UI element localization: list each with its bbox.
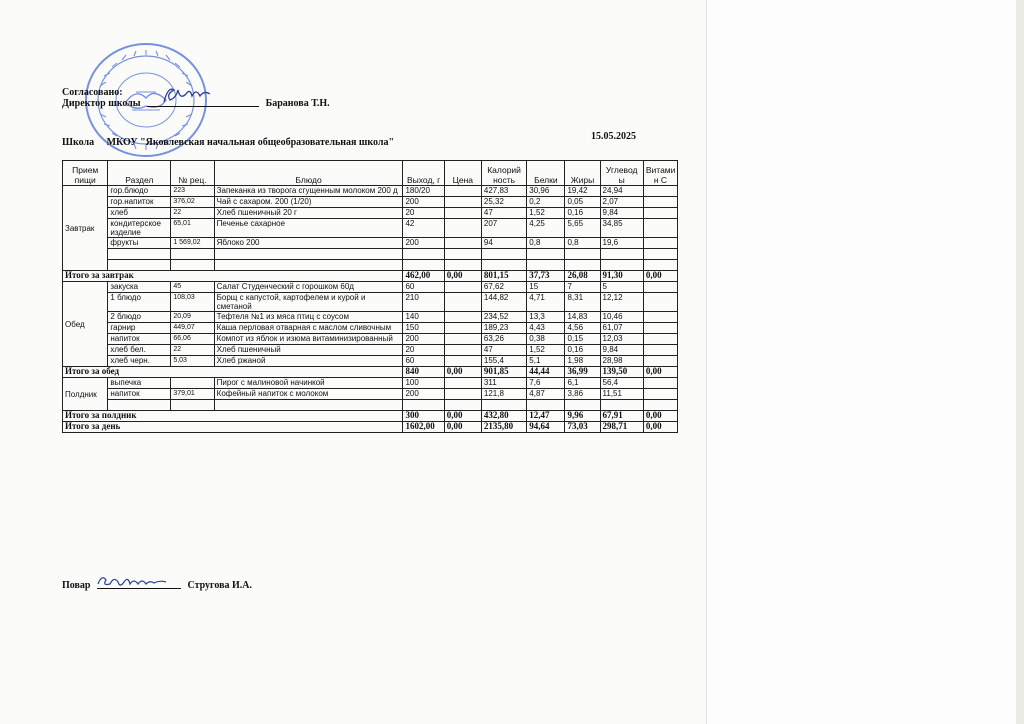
fat-cell: 0,16 xyxy=(565,208,600,219)
section-cell: напиток xyxy=(108,389,171,400)
recipe-cell: 376,02 xyxy=(171,197,214,208)
empty-cell xyxy=(403,400,444,411)
director-title: Директор школы xyxy=(62,98,141,109)
table-row xyxy=(63,282,678,293)
total-protein: 12,47 xyxy=(527,411,565,422)
day-total-vitc: 0,00 xyxy=(643,422,677,433)
total-label: Итого за полдник xyxy=(63,411,403,422)
cook-name: Стругова И.А. xyxy=(187,580,252,591)
vitc-cell xyxy=(643,312,677,323)
fat-cell: 19,42 xyxy=(565,186,600,197)
section-cell: напиток xyxy=(108,334,171,345)
dish-cell: Хлеб ржаной xyxy=(214,356,403,367)
director-signature-icon xyxy=(160,84,222,108)
total-carbs: 139,50 xyxy=(600,367,643,378)
protein-cell: 4,71 xyxy=(527,293,565,312)
empty-cell xyxy=(214,400,403,411)
carbs-cell: 34,85 xyxy=(600,219,643,238)
recipe-cell: 379,01 xyxy=(171,389,214,400)
recipe-cell xyxy=(171,378,214,389)
price-cell xyxy=(444,323,481,334)
total-vitc: 0,00 xyxy=(643,271,677,282)
vitc-cell xyxy=(643,238,677,249)
empty-cell xyxy=(108,260,171,271)
menu-date: 15.05.2025 xyxy=(591,131,636,142)
carbs-cell: 11,51 xyxy=(600,389,643,400)
total-kcal: 801,15 xyxy=(481,271,526,282)
total-yield: 462,00 xyxy=(403,271,444,282)
section-cell: выпечка xyxy=(108,378,171,389)
recipe-cell: 65,01 xyxy=(171,219,214,238)
yield-cell: 20 xyxy=(403,345,444,356)
empty-cell xyxy=(108,249,171,260)
protein-cell: 0,8 xyxy=(527,238,565,249)
col-header-price: Цена xyxy=(444,161,481,186)
kcal-cell: 311 xyxy=(481,378,526,389)
protein-cell: 15 xyxy=(527,282,565,293)
yield-cell: 200 xyxy=(403,238,444,249)
page-edge xyxy=(1016,0,1024,724)
total-yield: 300 xyxy=(403,411,444,422)
vitc-cell xyxy=(643,293,677,312)
total-carbs: 67,91 xyxy=(600,411,643,422)
approval-label: Согласовано: xyxy=(62,87,123,98)
table-row xyxy=(63,389,678,400)
dish-cell: Каша перловая отварная с маслом сливочным xyxy=(214,323,403,334)
dish-cell: Кофейный напиток с молоком xyxy=(214,389,403,400)
school-line xyxy=(62,137,394,148)
kcal-cell: 47 xyxy=(481,345,526,356)
recipe-cell: 223 xyxy=(171,186,214,197)
school-label: Школа xyxy=(62,137,95,148)
dish-cell: Тефтеля №1 из мяса птиц с соусом xyxy=(214,312,403,323)
dish-cell: Чай с сахаром. 200 (1/20) xyxy=(214,197,403,208)
empty-cell xyxy=(214,249,403,260)
day-total-fat: 73,03 xyxy=(565,422,600,433)
kcal-cell: 155,4 xyxy=(481,356,526,367)
total-price: 0,00 xyxy=(444,271,481,282)
fat-cell: 14,83 xyxy=(565,312,600,323)
price-cell xyxy=(444,312,481,323)
carbs-cell: 9,84 xyxy=(600,208,643,219)
recipe-cell: 108,03 xyxy=(171,293,214,312)
price-cell xyxy=(444,197,481,208)
kcal-cell: 189,23 xyxy=(481,323,526,334)
total-label: Итого за завтрак xyxy=(63,271,403,282)
section-cell: гарнир xyxy=(108,323,171,334)
protein-cell: 7,6 xyxy=(527,378,565,389)
col-header-protein: Белки xyxy=(527,161,565,186)
director-name: Баранова Т.Н. xyxy=(265,98,330,109)
total-price: 0,00 xyxy=(444,367,481,378)
total-yield: 840 xyxy=(403,367,444,378)
dish-cell: Борщ с капустой, картофелем и курой и сметаной xyxy=(214,293,403,312)
table-row xyxy=(63,378,678,389)
day-total-kcal: 2135,80 xyxy=(481,422,526,433)
col-header-dish: Блюдо xyxy=(214,161,403,186)
total-protein: 37,73 xyxy=(527,271,565,282)
recipe-cell: 20,09 xyxy=(171,312,214,323)
total-vitc: 0,00 xyxy=(643,411,677,422)
protein-cell: 0,38 xyxy=(527,334,565,345)
kcal-cell: 121,8 xyxy=(481,389,526,400)
fat-cell: 7 xyxy=(565,282,600,293)
total-fat: 36,99 xyxy=(565,367,600,378)
vitc-cell xyxy=(643,334,677,345)
vitc-cell xyxy=(643,356,677,367)
carbs-cell: 56,4 xyxy=(600,378,643,389)
cook-label: Повар xyxy=(62,580,91,591)
col-header-carbs: Углевод ы xyxy=(600,161,643,186)
vitc-cell xyxy=(643,197,677,208)
dish-cell: Хлеб пшеничный xyxy=(214,345,403,356)
dish-cell: Пирог с малиновой начинкой xyxy=(214,378,403,389)
col-header-yield: Выход, г xyxy=(403,161,444,186)
fat-cell: 0,05 xyxy=(565,197,600,208)
empty-cell xyxy=(171,400,214,411)
table-row xyxy=(63,293,678,312)
section-cell: хлеб xyxy=(108,208,171,219)
price-cell xyxy=(444,219,481,238)
dish-cell: Печенье сахарное xyxy=(214,219,403,238)
fat-cell: 0,16 xyxy=(565,345,600,356)
empty-cell xyxy=(403,260,444,271)
price-cell xyxy=(444,389,481,400)
empty-cell xyxy=(171,249,214,260)
kcal-cell: 25,32 xyxy=(481,197,526,208)
table-row xyxy=(63,323,678,334)
yield-cell: 60 xyxy=(403,356,444,367)
section-cell: хлеб черн. xyxy=(108,356,171,367)
yield-cell: 60 xyxy=(403,282,444,293)
col-header-section: Раздел xyxy=(108,161,171,186)
total-carbs: 91,30 xyxy=(600,271,643,282)
fat-cell: 6,1 xyxy=(565,378,600,389)
carbs-cell: 10,46 xyxy=(600,312,643,323)
vitc-cell xyxy=(643,345,677,356)
total-kcal: 901,85 xyxy=(481,367,526,378)
empty-cell xyxy=(481,249,526,260)
fat-cell: 1,98 xyxy=(565,356,600,367)
kcal-cell: 67,62 xyxy=(481,282,526,293)
price-cell xyxy=(444,186,481,197)
carbs-cell: 5 xyxy=(600,282,643,293)
yield-cell: 140 xyxy=(403,312,444,323)
day-total-price: 0,00 xyxy=(444,422,481,433)
carbs-cell: 12,12 xyxy=(600,293,643,312)
empty-cell xyxy=(527,400,565,411)
col-header-fat: Жиры xyxy=(565,161,600,186)
table-row xyxy=(63,208,678,219)
yield-cell: 200 xyxy=(403,197,444,208)
carbs-cell: 28,98 xyxy=(600,356,643,367)
vitc-cell xyxy=(643,282,677,293)
vitc-cell xyxy=(643,219,677,238)
carbs-cell: 2,07 xyxy=(600,197,643,208)
table-row xyxy=(63,312,678,323)
yield-cell: 100 xyxy=(403,378,444,389)
carbs-cell: 19,6 xyxy=(600,238,643,249)
empty-cell xyxy=(444,400,481,411)
kcal-cell: 234,52 xyxy=(481,312,526,323)
col-header-vitc: Витами н С xyxy=(643,161,677,186)
protein-cell: 1,52 xyxy=(527,345,565,356)
cook-signature-icon xyxy=(95,572,173,590)
carbs-cell: 9,84 xyxy=(600,345,643,356)
day-total-label: Итого за день xyxy=(63,422,403,433)
meal-cell: Обед xyxy=(63,282,108,367)
yield-cell: 180/20 xyxy=(403,186,444,197)
section-cell: закуска xyxy=(108,282,171,293)
protein-cell: 1,52 xyxy=(527,208,565,219)
empty-cell xyxy=(643,249,677,260)
dish-cell: Яблоко 200 xyxy=(214,238,403,249)
fat-cell: 8,31 xyxy=(565,293,600,312)
price-cell xyxy=(444,356,481,367)
table-row xyxy=(63,334,678,345)
empty-cell xyxy=(565,260,600,271)
empty-cell xyxy=(481,400,526,411)
day-total-row xyxy=(63,422,678,433)
total-kcal: 432,80 xyxy=(481,411,526,422)
price-cell xyxy=(444,238,481,249)
dish-cell: Компот из яблок и изюма витаминизированный xyxy=(214,334,403,345)
table-header-row xyxy=(63,161,678,186)
total-row xyxy=(63,271,678,282)
empty-cell xyxy=(171,260,214,271)
recipe-cell: 5,03 xyxy=(171,356,214,367)
kcal-cell: 63,26 xyxy=(481,334,526,345)
blank-page-area xyxy=(706,0,1024,724)
table-row xyxy=(63,238,678,249)
price-cell xyxy=(444,345,481,356)
table-row xyxy=(63,356,678,367)
section-cell: фрукты xyxy=(108,238,171,249)
menu-table-body xyxy=(63,186,678,433)
meal-cell: Полдник xyxy=(63,378,108,411)
empty-cell xyxy=(600,260,643,271)
vitc-cell xyxy=(643,389,677,400)
fat-cell: 0,15 xyxy=(565,334,600,345)
fat-cell: 5,65 xyxy=(565,219,600,238)
carbs-cell: 12,03 xyxy=(600,334,643,345)
empty-cell xyxy=(108,400,171,411)
recipe-cell: 22 xyxy=(171,345,214,356)
total-fat: 26,08 xyxy=(565,271,600,282)
day-total-carbs: 298,71 xyxy=(600,422,643,433)
total-row xyxy=(63,367,678,378)
protein-cell: 30,96 xyxy=(527,186,565,197)
protein-cell: 13,3 xyxy=(527,312,565,323)
empty-cell xyxy=(600,400,643,411)
price-cell xyxy=(444,208,481,219)
vitc-cell xyxy=(643,208,677,219)
empty-cell xyxy=(565,249,600,260)
dish-cell: Салат Студенческий с горошком 60д xyxy=(214,282,403,293)
vitc-cell xyxy=(643,323,677,334)
section-cell: 1 блюдо xyxy=(108,293,171,312)
recipe-cell: 66,06 xyxy=(171,334,214,345)
fat-cell: 0,8 xyxy=(565,238,600,249)
section-cell: гор.блюдо xyxy=(108,186,171,197)
total-row xyxy=(63,411,678,422)
protein-cell: 4,25 xyxy=(527,219,565,238)
price-cell xyxy=(444,293,481,312)
col-header-kcal: Калорий ность xyxy=(481,161,526,186)
price-cell xyxy=(444,282,481,293)
col-header-recipe: № рец. xyxy=(171,161,214,186)
table-row xyxy=(63,219,678,238)
fat-cell: 4,56 xyxy=(565,323,600,334)
carbs-cell: 24,94 xyxy=(600,186,643,197)
recipe-cell: 449,07 xyxy=(171,323,214,334)
recipe-cell: 45 xyxy=(171,282,214,293)
yield-cell: 200 xyxy=(403,389,444,400)
kcal-cell: 94 xyxy=(481,238,526,249)
total-protein: 44,44 xyxy=(527,367,565,378)
fat-cell: 3,86 xyxy=(565,389,600,400)
recipe-cell: 1 569,02 xyxy=(171,238,214,249)
kcal-cell: 427,83 xyxy=(481,186,526,197)
empty-cell xyxy=(444,249,481,260)
yield-cell: 20 xyxy=(403,208,444,219)
recipe-cell: 22 xyxy=(171,208,214,219)
total-price: 0,00 xyxy=(444,411,481,422)
kcal-cell: 47 xyxy=(481,208,526,219)
kcal-cell: 144,82 xyxy=(481,293,526,312)
menu-table xyxy=(62,160,678,433)
table-row xyxy=(63,186,678,197)
yield-cell: 42 xyxy=(403,219,444,238)
empty-row xyxy=(63,249,678,260)
section-cell: 2 блюдо xyxy=(108,312,171,323)
empty-cell xyxy=(214,260,403,271)
empty-cell xyxy=(643,400,677,411)
school-name: МКОУ "Яковлевская начальная общеобразовательная школа" xyxy=(106,137,395,148)
empty-row xyxy=(63,260,678,271)
protein-cell: 5,1 xyxy=(527,356,565,367)
section-cell: хлеб бел. xyxy=(108,345,171,356)
total-label: Итого за обед xyxy=(63,367,403,378)
empty-cell xyxy=(403,249,444,260)
total-vitc: 0,00 xyxy=(643,367,677,378)
carbs-cell: 61,07 xyxy=(600,323,643,334)
dish-cell: Запеканка из творога сгущенным молоком 200 д xyxy=(214,186,403,197)
empty-cell xyxy=(527,249,565,260)
vitc-cell xyxy=(643,186,677,197)
kcal-cell: 207 xyxy=(481,219,526,238)
yield-cell: 150 xyxy=(403,323,444,334)
price-cell xyxy=(444,378,481,389)
empty-cell xyxy=(565,400,600,411)
day-total-yield: 1602,00 xyxy=(403,422,444,433)
table-row xyxy=(63,345,678,356)
vitc-cell xyxy=(643,378,677,389)
dish-cell: Хлеб пшеничный 20 г xyxy=(214,208,403,219)
empty-cell xyxy=(600,249,643,260)
empty-cell xyxy=(481,260,526,271)
protein-cell: 4,43 xyxy=(527,323,565,334)
yield-cell: 210 xyxy=(403,293,444,312)
day-total-protein: 94,64 xyxy=(527,422,565,433)
empty-cell xyxy=(527,260,565,271)
section-cell: гор.напиток xyxy=(108,197,171,208)
table-row xyxy=(63,197,678,208)
total-fat: 9,96 xyxy=(565,411,600,422)
empty-cell xyxy=(444,260,481,271)
protein-cell: 0,2 xyxy=(527,197,565,208)
price-cell xyxy=(444,334,481,345)
protein-cell: 4,87 xyxy=(527,389,565,400)
section-cell: кондитерское изделие xyxy=(108,219,171,238)
col-header-meal: Прием пищи xyxy=(63,161,108,186)
yield-cell: 200 xyxy=(403,334,444,345)
empty-row xyxy=(63,400,678,411)
empty-cell xyxy=(643,260,677,271)
meal-cell: Завтрак xyxy=(63,186,108,271)
